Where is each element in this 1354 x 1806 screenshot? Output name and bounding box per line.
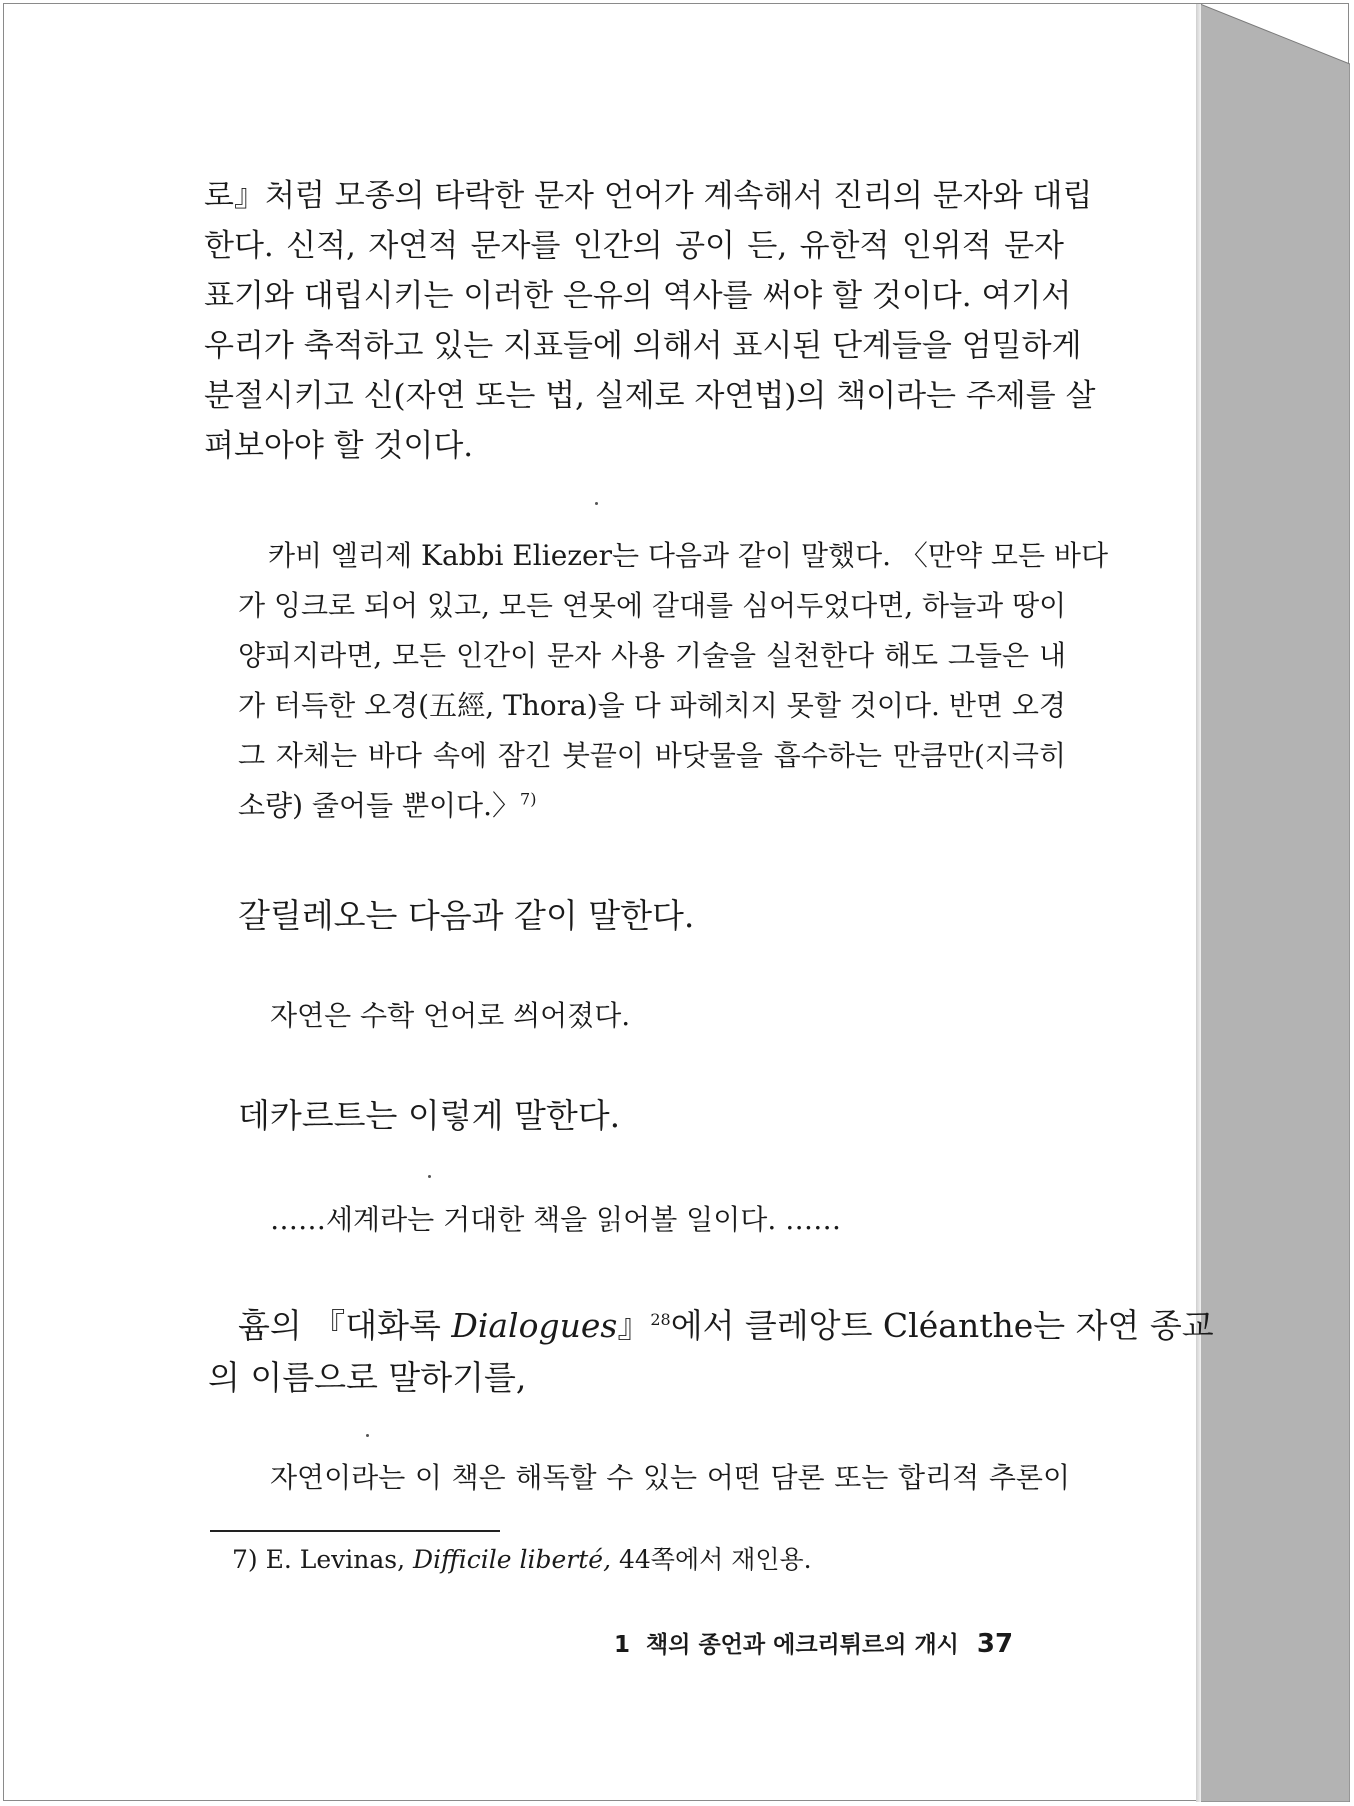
body-line: 한다. 신적, 자연적 문자를 인간의 공이 든, 유한적 인위적 문자	[204, 228, 1064, 264]
scan-speck	[428, 1175, 431, 1178]
scan-speck	[595, 502, 598, 505]
block-quote-line: 카비 엘리제 Kabbi Eliezer는 다음과 같이 말했다. 〈만약 모든 바다	[268, 539, 1109, 572]
body-line: 분절시키고 신(자연 또는 법, 실제로 자연법)의 책이라는 주제를 살	[204, 378, 1096, 414]
hume-text: 』	[617, 1306, 651, 1345]
running-title: 1 책의 종언과 에크리튀르의 개시	[614, 1632, 959, 1658]
footnote	[232, 1544, 812, 1576]
hume-line	[238, 1306, 1214, 1346]
endnote-reference: 28	[650, 1310, 671, 1329]
hume-line: 의 이름으로 말하기를,	[208, 1358, 527, 1397]
running-footer	[614, 1628, 1013, 1661]
galileo-intro: 갈릴레오는 다음과 같이 말한다.	[238, 896, 695, 935]
block-quote-line: 가 잉크로 되어 있고, 모든 연못에 갈대를 심어두었다면, 하늘과 땅이	[238, 589, 1067, 622]
scan-speck	[366, 1434, 369, 1437]
descartes-intro: 데카르트는 이렇게 말한다.	[238, 1096, 621, 1135]
galileo-quote: 자연은 수학 언어로 씌어졌다.	[270, 999, 631, 1032]
block-quote-line: 가 터득한 오경(五經, Thora)을 다 파헤치지 못할 것이다. 반면 오경	[238, 689, 1066, 722]
block-quote-line	[238, 786, 536, 826]
footnote-rule	[210, 1530, 500, 1532]
footnote-number: 7)	[232, 1545, 258, 1574]
body-line: 우리가 축적하고 있는 지표들에 의해서 표시된 단계들을 엄밀하게	[204, 328, 1082, 364]
descartes-quote: ……세계라는 거대한 책을 읽어볼 일이다. ……	[270, 1203, 842, 1236]
body-line: 표기와 대립시키는 이러한 은유의 역사를 써야 할 것이다. 여기서	[204, 278, 1072, 314]
dialogues-title: Dialogues	[451, 1306, 618, 1345]
block-quote-line: 양피지라면, 모든 인간이 문자 사용 기술을 실천한다 해도 그들은 내	[238, 639, 1066, 672]
nature-quote: 자연이라는 이 책은 해독할 수 있는 어떤 담론 또는 합리적 추론이	[270, 1461, 1070, 1494]
footnote-reference: 7)	[520, 789, 537, 809]
page-number: 37	[976, 1629, 1014, 1659]
body-line: 펴보아야 할 것이다.	[204, 428, 474, 464]
hume-text: 흄의 『대화록	[238, 1306, 452, 1345]
block-quote-line: 그 자체는 바다 속에 잠긴 붓끝이 바닷물을 흡수하는 만큼만(지극히	[238, 739, 1066, 772]
footnote-rest: 44쪽에서 재인용.	[619, 1545, 812, 1574]
footnote-author: E. Levinas,	[265, 1545, 406, 1574]
block-quote-text: 소량) 줄어들 뿐이다.〉	[238, 789, 521, 822]
hume-text: 에서 클레앙트 Cléanthe는 자연 종교	[670, 1306, 1214, 1345]
body-line: 로』처럼 모종의 타락한 문자 언어가 계속해서 진리의 문자와 대립	[204, 178, 1093, 214]
footnote-title: Difficile liberté,	[413, 1545, 612, 1574]
